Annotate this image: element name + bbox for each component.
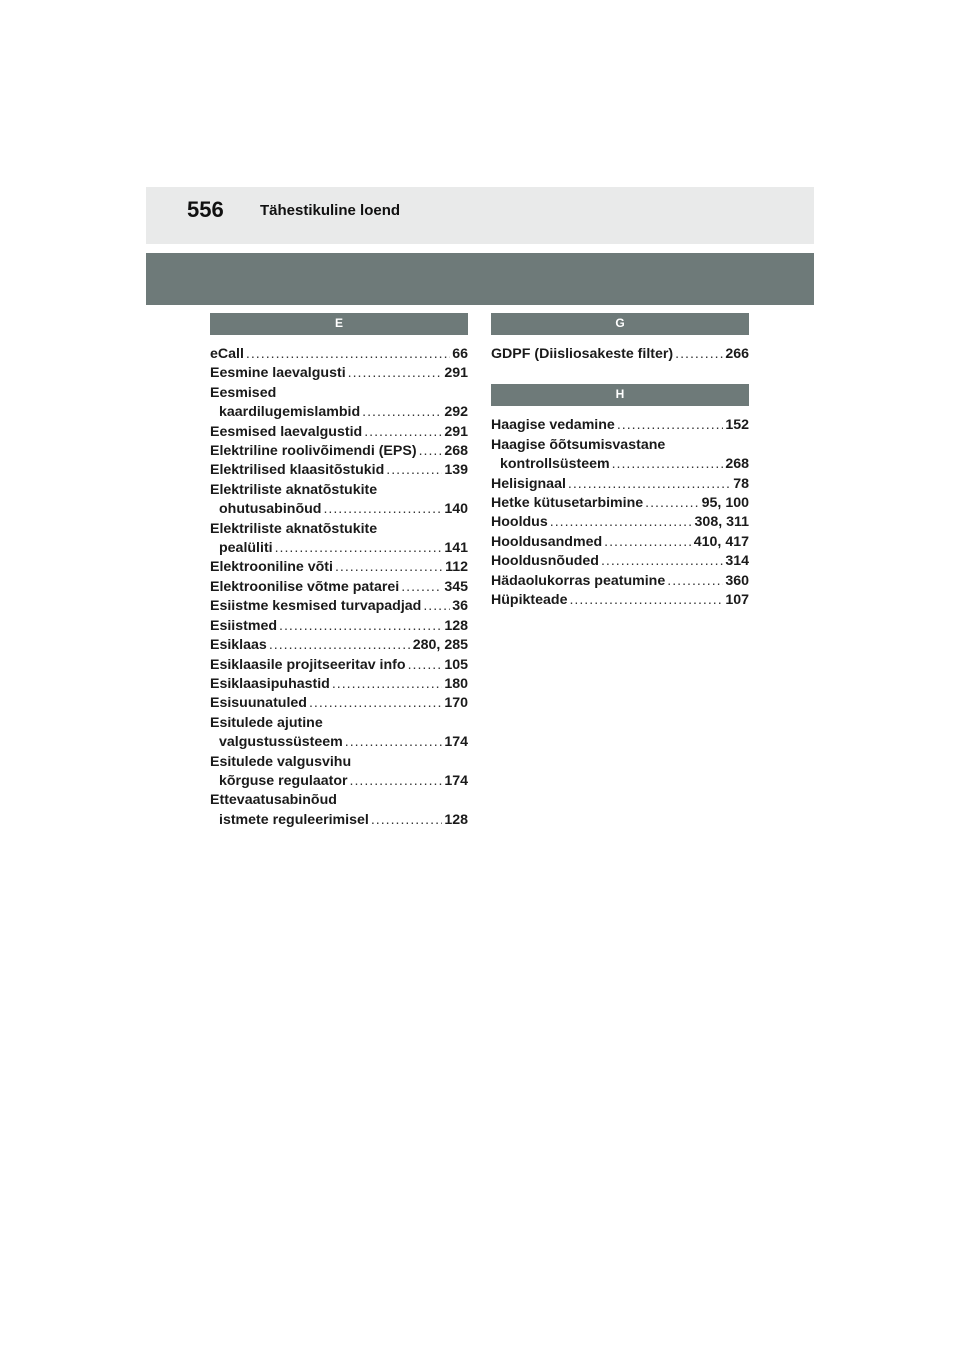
dot-leader (675, 345, 723, 364)
dot-leader (569, 591, 723, 610)
index-entry-term: GDPF (Diisliosakeste filter) (491, 346, 674, 362)
index-entry[interactable] (210, 791, 468, 830)
index-entry-term-line: Haagise õõtsumisvastane (491, 436, 666, 453)
index-entry[interactable] (210, 345, 468, 364)
index-entry-term: istmete reguleerimisel (219, 811, 369, 828)
index-entry-pages[interactable]: 128 (444, 811, 468, 828)
index-entry-term: pealüliti (219, 540, 273, 557)
index-entry-pages[interactable]: 308, 311 (694, 514, 749, 531)
dot-leader (568, 475, 731, 494)
index-entry-pages[interactable]: 268 (444, 443, 468, 460)
index-entry-term: Hooldusnõuded (491, 553, 599, 570)
index-entry-pages[interactable]: 345 (444, 578, 468, 595)
dot-leader (345, 733, 443, 752)
index-entry-term: kõrguse regulaator (219, 772, 348, 789)
index-entry-term-line: Esitulede valgusvihu (210, 753, 352, 770)
index-entry-term: valgustussüsteem (219, 734, 343, 751)
index-entry[interactable] (210, 520, 468, 559)
section-header-h: H (491, 384, 749, 406)
index-entry-term: Esiklaasile projitseeritav info (210, 656, 406, 673)
index-entry-term: Esiklaas (210, 637, 267, 654)
index-entry-pages[interactable]: 266 (725, 346, 749, 362)
index-entry-term: Hädaolukorras peatumine (491, 572, 666, 589)
index-entry-term: ohutusabinõud (219, 501, 322, 518)
index-entry-pages[interactable]: 292 (444, 404, 468, 421)
dot-leader (364, 423, 442, 442)
index-entry-pages[interactable]: 268 (725, 456, 749, 473)
index-entry-term: Hetke kütusetarbimine (491, 495, 644, 512)
index-entry-pages[interactable]: 180 (444, 675, 468, 692)
index-entry[interactable] (210, 384, 468, 423)
index-entry[interactable] (491, 552, 749, 571)
dot-leader (279, 617, 442, 636)
index-entry-pages[interactable]: 78 (733, 475, 749, 492)
index-entry[interactable] (491, 494, 749, 513)
page-number: 556 (187, 197, 224, 222)
index-entry[interactable] (210, 461, 468, 480)
index-entry-pages[interactable]: 139 (444, 462, 468, 479)
index-entry-pages[interactable]: 280, 285 (412, 637, 468, 654)
dot-leader (550, 513, 693, 532)
dot-leader (323, 500, 442, 519)
dot-leader (246, 345, 450, 364)
index-entry-pages[interactable]: 314 (725, 553, 749, 570)
index-entry[interactable] (210, 636, 468, 655)
index-entry[interactable] (210, 578, 468, 597)
index-entry[interactable] (210, 442, 468, 461)
dot-leader (604, 533, 692, 552)
dot-leader (408, 656, 443, 675)
index-entry-term: Esiistmed (210, 617, 278, 634)
index-entry[interactable] (491, 475, 749, 494)
index-entry[interactable] (210, 714, 468, 753)
header-band (146, 253, 814, 305)
dot-leader (335, 558, 443, 577)
index-entry-term: Elektriline roolivõimendi (EPS) (210, 443, 417, 460)
page-title: Tähestikuline loend (260, 202, 401, 219)
index-column-left (210, 313, 468, 830)
dot-leader (601, 552, 723, 571)
index-entry-term: Helisignaal (491, 475, 566, 492)
index-entry[interactable] (210, 558, 468, 577)
dot-leader (350, 772, 443, 791)
index-entry-pages[interactable]: 141 (444, 540, 468, 557)
index-entry-term: Hooldusandmed (491, 533, 603, 550)
index-entry-term-line: Ettevaatusabinõud (210, 792, 337, 809)
dot-leader (332, 675, 442, 694)
index-entry-pages[interactable]: 95, 100 (701, 495, 749, 512)
index-entry[interactable] (210, 675, 468, 694)
dot-leader (617, 416, 724, 435)
index-entry[interactable] (210, 753, 468, 792)
index-entry-term: Eesmised laevalgustid (210, 423, 363, 440)
index-entry[interactable] (491, 416, 749, 435)
index-entry-pages[interactable]: 66 (452, 346, 468, 362)
index-entry-pages[interactable]: 152 (725, 417, 749, 434)
dot-leader (401, 578, 442, 597)
index-entry[interactable] (491, 572, 749, 591)
dot-leader (362, 403, 442, 422)
dot-leader (419, 442, 443, 461)
index-entry-term-line: Elektriliste aknatõstukite (210, 520, 378, 537)
index-entry[interactable] (210, 364, 468, 383)
index-entry-term: Hooldus (491, 514, 548, 531)
section-header-e: E (210, 313, 468, 335)
index-entry-term: Hüpikteade (491, 592, 568, 609)
index-entry[interactable] (491, 436, 749, 475)
index-entry-term: kontrollsüsteem (500, 456, 610, 473)
section-entries-g (491, 345, 749, 364)
dot-leader (612, 455, 724, 474)
index-entry-term: kaardilugemislambid (219, 404, 361, 421)
index-entry[interactable] (491, 591, 749, 610)
index-entry-pages[interactable]: 410, 417 (693, 533, 749, 550)
index-entry-term: Eesmine laevalgusti (210, 365, 346, 382)
index-entry[interactable] (210, 656, 468, 675)
index-entry-pages[interactable]: 105 (444, 656, 468, 673)
index-entry[interactable] (210, 597, 468, 616)
index-entry-term: Esisuunatuled (210, 695, 307, 712)
index-entry-pages[interactable]: 128 (444, 617, 468, 634)
dot-leader (667, 572, 723, 591)
index-entry-pages[interactable]: 107 (725, 592, 749, 609)
index-entry-term: Elektrooniline võti (210, 559, 333, 576)
index-entry-pages[interactable]: 140 (444, 501, 468, 518)
index-entry-pages[interactable]: 170 (444, 695, 468, 712)
index-entry-pages[interactable]: 174 (444, 734, 468, 751)
dot-leader (309, 694, 442, 713)
index-entry-pages[interactable]: 291 (444, 423, 468, 440)
dot-leader (269, 636, 411, 655)
index-entry-term: Elektrilised klaasitõstukid (210, 462, 385, 479)
dot-leader (386, 461, 442, 480)
index-entry-term: Esiistme kesmised turvapadjad (210, 598, 422, 615)
index-entry-pages[interactable]: 291 (444, 365, 468, 382)
index-entry[interactable] (491, 513, 749, 532)
index-entry-term: Esiklaasipuhastid (210, 675, 330, 692)
index-entry-pages[interactable]: 36 (452, 598, 468, 615)
index-entry-pages[interactable]: 360 (725, 572, 749, 589)
index-entry-term: Haagise vedamine (491, 417, 615, 434)
index-entry-pages[interactable]: 112 (445, 559, 468, 576)
dot-leader (275, 539, 443, 558)
index-entry-term-line: Esitulede ajutine (210, 714, 323, 731)
dot-leader (645, 494, 699, 513)
index-entry[interactable] (491, 345, 749, 364)
index-entry-term: Elektroonilise võtme patarei (210, 578, 400, 595)
section-entries-h (491, 416, 749, 610)
index-entry-pages[interactable]: 174 (444, 772, 468, 789)
index-column-right (491, 313, 749, 610)
dot-leader (423, 597, 450, 616)
index-entry[interactable] (210, 617, 468, 636)
dot-leader (371, 811, 443, 830)
index-entry[interactable] (491, 533, 749, 552)
index-entry[interactable] (210, 481, 468, 520)
index-entry-term-line: Eesmised (210, 384, 277, 401)
index-entry[interactable] (210, 423, 468, 442)
page-header (146, 187, 814, 244)
index-entry-term: eCall (210, 346, 244, 362)
dot-leader (348, 364, 443, 383)
index-entry[interactable] (210, 694, 468, 713)
index-entry-term-line: Elektriliste aknatõstukite (210, 481, 378, 498)
section-header-g: G (491, 313, 749, 335)
section-entries-e (210, 345, 468, 830)
